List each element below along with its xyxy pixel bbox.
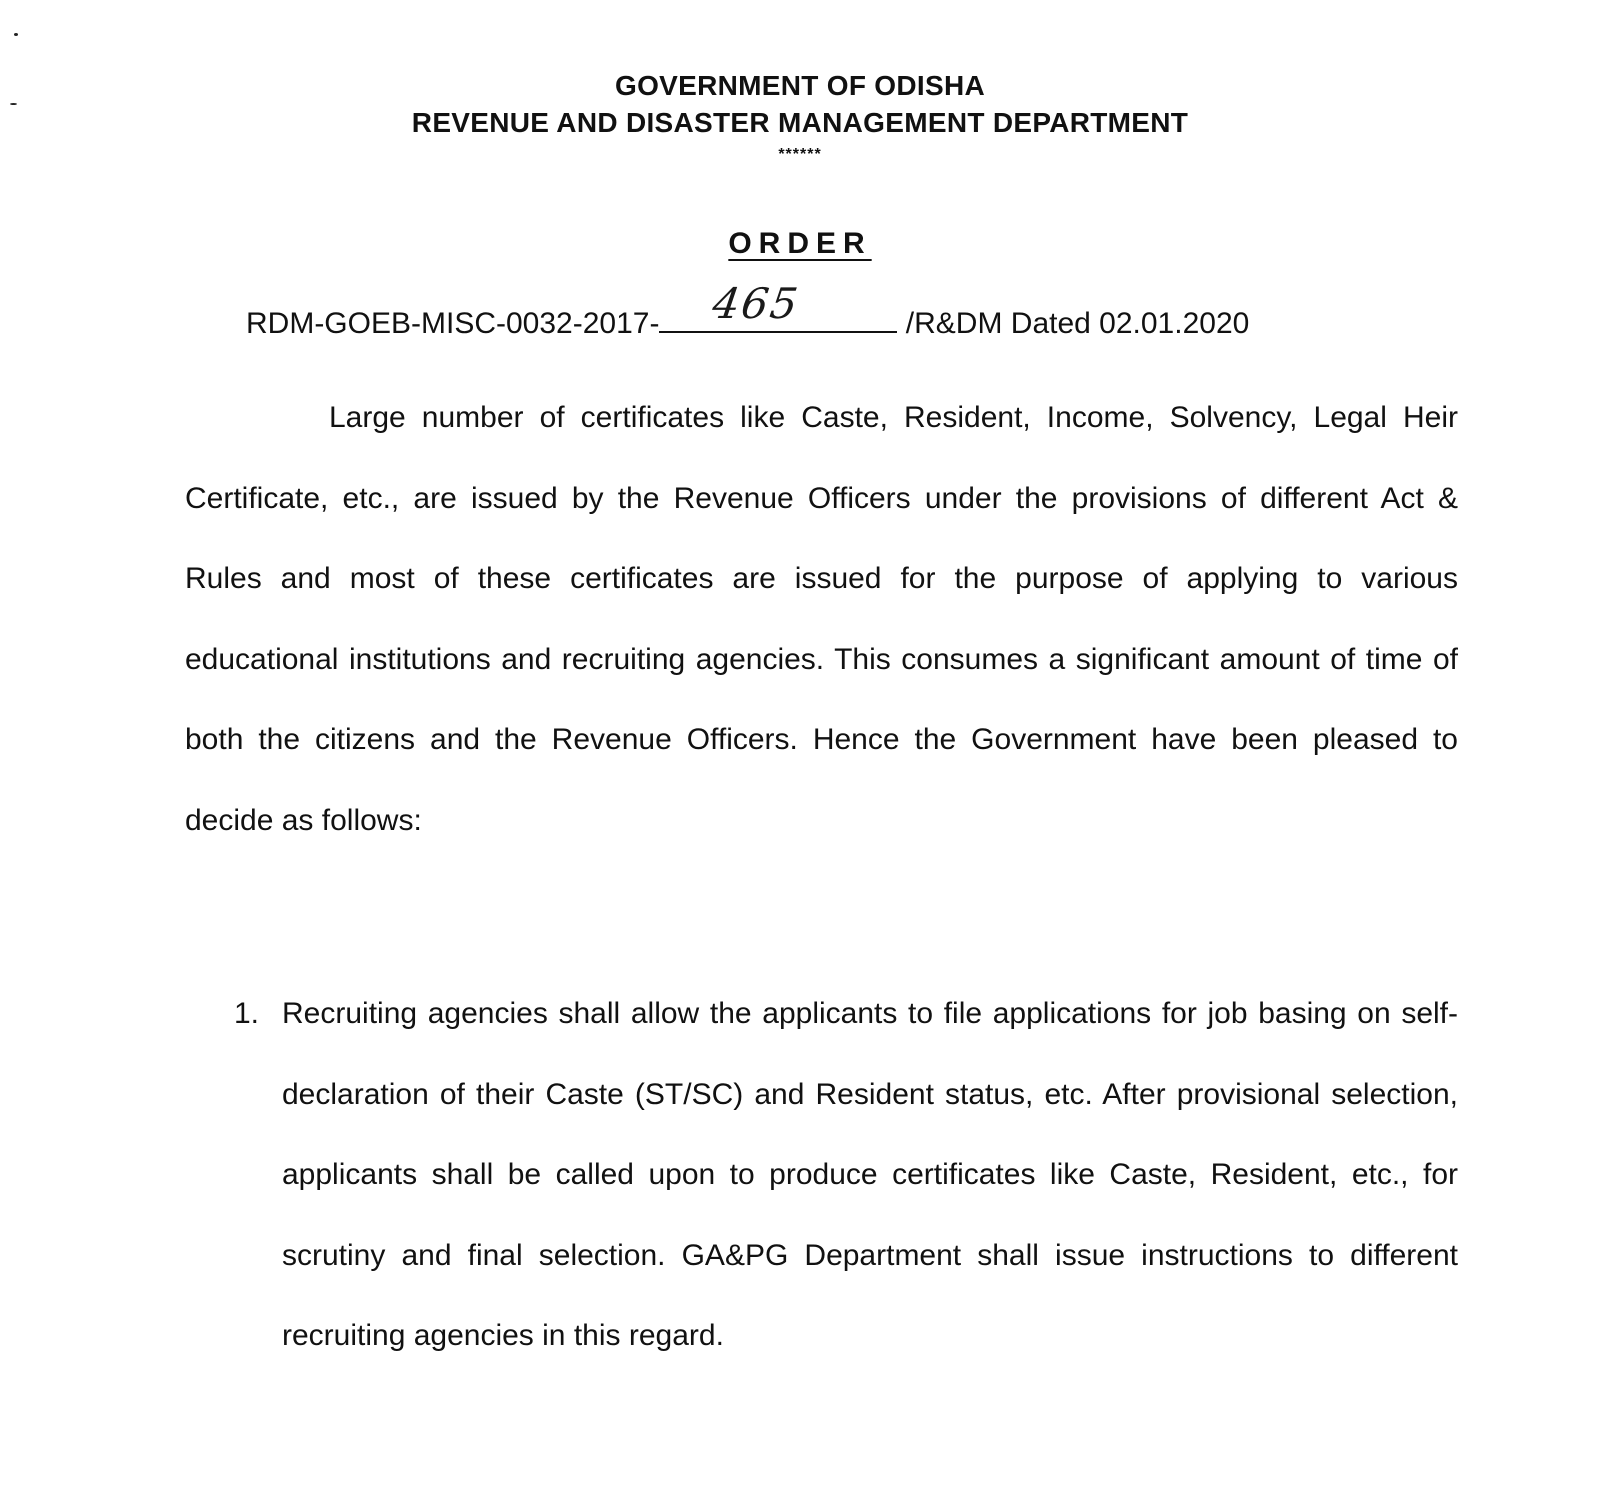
order-title-text: ORDER: [728, 227, 872, 260]
list-item: [234, 974, 1458, 1377]
list-item-text: Recruiting agencies shall allow the applicants to file applications for job basing on self-declaration of their Caste (ST/SC) and Resident status, etc. After provisional selection, applicants shall be called upon to produce certificates like Caste, Resident, etc., for scrutiny and final selection. GA&PG Department shall issue instructions to different recruiting agencies in this regard.: [282, 997, 1458, 1352]
reference-prefix: RDM-GOEB-MISC-0032-2017-: [246, 307, 660, 340]
government-heading: GOVERNMENT OF ODISHA: [614, 70, 985, 101]
heading-separator: ******: [778, 146, 822, 163]
reference-number-blank: [659, 279, 897, 333]
order-title: [0, 227, 1600, 261]
reference-suffix-date: /R&DM Dated 02.01.2020: [905, 307, 1250, 340]
intro-paragraph: Large number of certificates like Caste, Resident, Income, Solvency, Legal Heir Certificate, etc., are issued by the Revenue Officers under the provisions of different Act & Rules and most of these certificates are issued for the purpose of applying to various educational institutions and recruiting agencies. This consumes a significant amount of time of both the citizens and the Revenue Officers. Hence the Government have been pleased to decide as follows:: [185, 401, 1458, 837]
list-item-number: 1.: [234, 997, 260, 1030]
department-heading: REVENUE AND DISASTER MANAGEMENT DEPARTMENT: [411, 107, 1189, 138]
scan-speck: [14, 33, 18, 36]
scan-speck: [10, 103, 17, 105]
handwritten-reference-number: 465: [709, 279, 804, 328]
order-reference: [246, 279, 1250, 341]
